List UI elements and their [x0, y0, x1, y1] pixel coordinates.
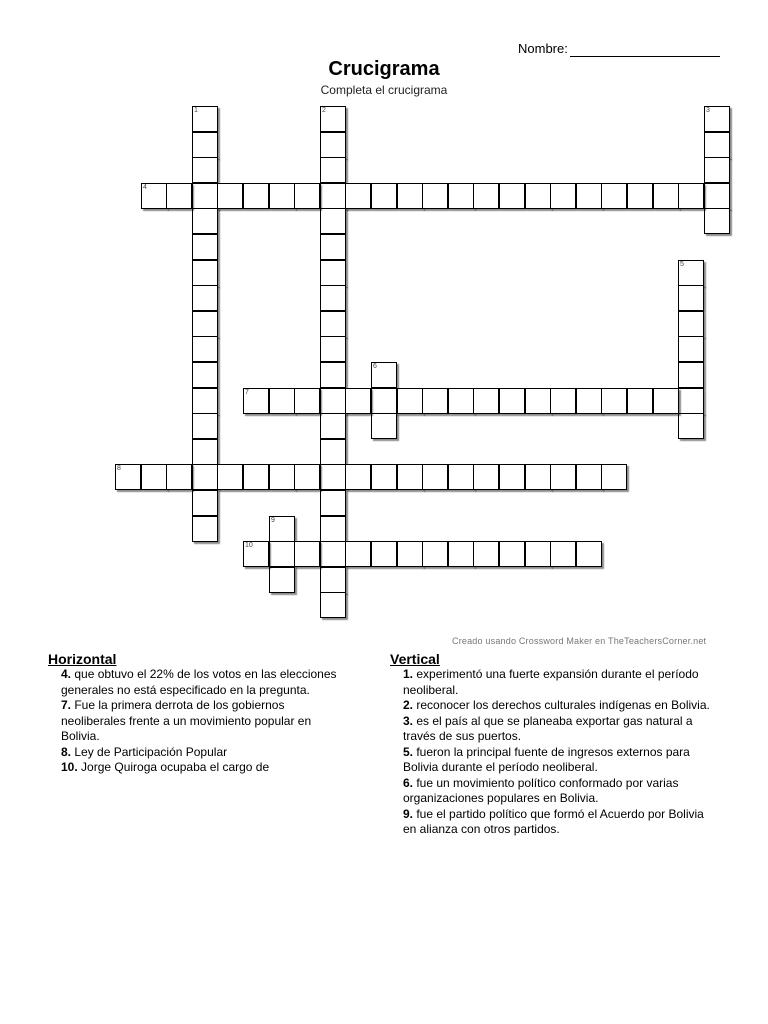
crossword-cell[interactable] — [678, 388, 704, 414]
clue-number: 5 — [680, 261, 684, 268]
crossword-cell[interactable] — [192, 208, 218, 234]
crossword-cell[interactable] — [320, 285, 346, 311]
clue-item-text: que obtuvo el 22% de los votos en las elecciones generales no está especificado en la pregunta. — [61, 667, 337, 697]
clue-item — [61, 760, 348, 776]
crossword-cell[interactable] — [294, 388, 320, 414]
clue-number: 10 — [245, 542, 253, 549]
clue-item-number: 9. — [403, 806, 414, 821]
clue-number: 8 — [117, 465, 121, 472]
clue-item-text: fueron la principal fuente de ingresos externos para Bolivia durante el período neoliberal. — [403, 744, 690, 774]
crossword-cell[interactable] — [269, 516, 295, 542]
crossword-cell[interactable] — [192, 413, 218, 439]
crossword-cell[interactable] — [269, 183, 295, 209]
clue-item-number: 8. — [61, 744, 72, 759]
crossword-cell[interactable] — [320, 567, 346, 593]
crossword-cell[interactable] — [243, 541, 269, 567]
crossword-cell[interactable] — [320, 234, 346, 260]
crossword-cell[interactable] — [320, 541, 346, 567]
clue-number: 2 — [322, 107, 326, 114]
clue-item-number: 6. — [403, 775, 414, 790]
clue-item — [61, 667, 348, 698]
crossword-cell[interactable] — [320, 132, 346, 158]
crossword-cell[interactable] — [320, 516, 346, 542]
crossword-cell[interactable] — [422, 388, 448, 414]
clue-item-number: 3. — [403, 713, 414, 728]
crossword-cell[interactable] — [192, 362, 218, 388]
crossword-cell[interactable] — [345, 541, 371, 567]
crossword-cell[interactable] — [115, 464, 141, 490]
crossword-cell[interactable] — [294, 183, 320, 209]
crossword-cell[interactable] — [499, 541, 525, 567]
crossword-cell[interactable] — [678, 183, 704, 209]
crossword-cell[interactable] — [525, 388, 551, 414]
crossword-cell[interactable] — [678, 362, 704, 388]
crossword-cell[interactable] — [422, 464, 448, 490]
crossword-cell[interactable] — [448, 183, 474, 209]
crossword-cell[interactable] — [269, 464, 295, 490]
crossword-cell[interactable] — [217, 464, 243, 490]
credit-text: Creado usando Crossword Maker en TheTeachersCorner.net — [452, 636, 707, 646]
crossword-cell[interactable] — [653, 388, 679, 414]
crossword-cell[interactable] — [192, 157, 218, 183]
crossword-cell[interactable] — [601, 183, 627, 209]
name-label: Nombre: — [518, 41, 568, 56]
crossword-cell[interactable] — [320, 183, 346, 209]
crossword-cell[interactable] — [601, 464, 627, 490]
crossword-cell[interactable] — [371, 541, 397, 567]
clue-item — [403, 776, 720, 807]
clue-number: 9 — [271, 517, 275, 524]
crossword-cell[interactable] — [243, 183, 269, 209]
clue-item-text: Jorge Quiroga ocupaba el cargo de — [77, 760, 270, 774]
crossword-cell[interactable] — [397, 388, 423, 414]
crossword-cell[interactable] — [371, 413, 397, 439]
crossword-cell[interactable] — [320, 362, 346, 388]
vertical-clue-list — [390, 667, 720, 838]
crossword-cell[interactable] — [192, 260, 218, 286]
crossword-cell[interactable] — [192, 234, 218, 260]
crossword-cell[interactable] — [269, 541, 295, 567]
clue-item — [61, 698, 348, 745]
crossword-cell[interactable] — [243, 388, 269, 414]
clue-item-text: reconocer los derechos culturales indígenas en Bolivia. — [413, 698, 710, 712]
crossword-cell[interactable] — [294, 541, 320, 567]
clue-item — [403, 807, 720, 838]
crossword-cell[interactable] — [294, 464, 320, 490]
crossword-cell[interactable] — [192, 183, 218, 209]
crossword-cell[interactable] — [422, 183, 448, 209]
crossword-cell[interactable] — [371, 362, 397, 388]
page-title: Crucigrama — [328, 58, 440, 80]
clue-item-number: 2. — [403, 698, 414, 712]
clue-item-text: Ley de Participación Popular — [71, 744, 228, 759]
crossword-cell[interactable] — [166, 183, 192, 209]
crossword-cell[interactable] — [473, 464, 499, 490]
crossword-cell[interactable] — [704, 208, 730, 234]
crossword-cell[interactable] — [192, 516, 218, 542]
crossword-cell[interactable] — [422, 541, 448, 567]
crossword-cell[interactable] — [141, 183, 167, 209]
crossword-cell[interactable] — [678, 413, 704, 439]
crossword-cell[interactable] — [653, 183, 679, 209]
clue-item-number: 4. — [61, 667, 72, 681]
crossword-cell[interactable] — [320, 311, 346, 337]
crossword-cell[interactable] — [320, 388, 346, 414]
crossword-cell[interactable] — [320, 336, 346, 362]
crossword-cell[interactable] — [550, 464, 576, 490]
crossword-cell[interactable] — [499, 388, 525, 414]
crossword-cell[interactable] — [704, 106, 730, 132]
horizontal-heading: Horizontal — [48, 651, 117, 667]
crossword-cell[interactable] — [550, 388, 576, 414]
clue-item-number: 5. — [403, 744, 414, 759]
clue-item-text: Fue la primera derrota de los gobiernos neoliberales frente a un movimiento popular en Bolivia. — [61, 698, 312, 743]
crossword-cell[interactable] — [678, 260, 704, 286]
crossword-cell[interactable] — [320, 157, 346, 183]
clue-item — [403, 667, 720, 698]
crossword-cell[interactable] — [601, 388, 627, 414]
crossword-cell[interactable] — [371, 464, 397, 490]
clue-item-text: es el país al que se planeaba exportar gas natural a través de sus puertos. — [403, 713, 693, 743]
crossword-cell[interactable] — [576, 464, 602, 490]
crossword-cell[interactable] — [704, 157, 730, 183]
crossword-cell[interactable] — [320, 439, 346, 465]
crossword-cell[interactable] — [704, 132, 730, 158]
crossword-cell[interactable] — [525, 464, 551, 490]
horizontal-clue-list — [48, 667, 348, 776]
clue-item-number: 7. — [61, 698, 72, 712]
clue-item — [61, 745, 348, 761]
crossword-cell[interactable] — [320, 592, 346, 618]
crossword-cell[interactable] — [473, 541, 499, 567]
crossword-cell[interactable] — [576, 541, 602, 567]
clue-item-text: fue el partido político que formó el Acuerdo por Bolivia en alianza con otros partidos. — [403, 806, 704, 836]
crossword-cell[interactable] — [473, 388, 499, 414]
crossword-cell[interactable] — [320, 464, 346, 490]
clue-item-text: fue un movimiento político conformado por varias organizaciones populares en Bolivia. — [403, 775, 679, 805]
crossword-cell[interactable] — [320, 260, 346, 286]
crossword-cell[interactable] — [550, 541, 576, 567]
crossword-cell[interactable] — [550, 183, 576, 209]
vertical-clues-section — [390, 651, 720, 838]
clue-item — [403, 698, 720, 714]
crossword-cell[interactable] — [704, 183, 730, 209]
crossword-cell[interactable] — [269, 388, 295, 414]
clue-number: 6 — [373, 363, 377, 370]
crossword-cell[interactable] — [320, 490, 346, 516]
crossword-cell[interactable] — [448, 388, 474, 414]
clue-number: 3 — [706, 107, 710, 114]
crossword-cell[interactable] — [678, 311, 704, 337]
crossword-cell[interactable] — [397, 464, 423, 490]
crossword-cell[interactable] — [192, 336, 218, 362]
crossword-cell[interactable] — [525, 183, 551, 209]
clue-item — [403, 714, 720, 745]
crossword-cell[interactable] — [320, 208, 346, 234]
crossword-cell[interactable] — [345, 464, 371, 490]
horizontal-clues-section — [48, 651, 348, 776]
crossword-cell[interactable] — [678, 285, 704, 311]
vertical-heading: Vertical — [390, 651, 440, 667]
crossword-cell[interactable] — [192, 464, 218, 490]
crossword-cell[interactable] — [269, 567, 295, 593]
crossword-cell[interactable] — [397, 541, 423, 567]
crossword-cell[interactable] — [320, 106, 346, 132]
crossword-cell[interactable] — [192, 388, 218, 414]
crossword-cell[interactable] — [576, 388, 602, 414]
clue-item-number: 1. — [403, 667, 414, 681]
crossword-cell[interactable] — [217, 183, 243, 209]
crossword-cell[interactable] — [499, 464, 525, 490]
crossword-cell[interactable] — [627, 388, 653, 414]
crossword-cell[interactable] — [371, 388, 397, 414]
crossword-cell[interactable] — [499, 183, 525, 209]
clue-item-number: 10. — [61, 760, 78, 774]
crossword-cell[interactable] — [243, 464, 269, 490]
crossword-cell[interactable] — [192, 285, 218, 311]
crossword-cell[interactable] — [371, 183, 397, 209]
crossword-cell[interactable] — [473, 183, 499, 209]
crossword-cell[interactable] — [627, 183, 653, 209]
crossword-cell[interactable] — [448, 541, 474, 567]
crossword-cell[interactable] — [166, 464, 192, 490]
crossword-cell[interactable] — [525, 541, 551, 567]
clue-number: 4 — [143, 184, 147, 191]
crossword-cell[interactable] — [397, 183, 423, 209]
clue-number: 7 — [245, 389, 249, 396]
crossword-cell[interactable] — [345, 388, 371, 414]
crossword-cell[interactable] — [448, 464, 474, 490]
crossword-cell[interactable] — [345, 183, 371, 209]
crossword-cell[interactable] — [192, 311, 218, 337]
crossword-cell[interactable] — [192, 439, 218, 465]
crossword-cell[interactable] — [192, 106, 218, 132]
crossword-cell[interactable] — [576, 183, 602, 209]
page-subtitle: Completa el crucigrama — [320, 83, 448, 97]
clue-item — [403, 745, 720, 776]
crossword-cell[interactable] — [141, 464, 167, 490]
crossword-cell[interactable] — [320, 413, 346, 439]
crossword-cell[interactable] — [192, 490, 218, 516]
clue-item-text: experimentó una fuerte expansión durante el período neoliberal. — [403, 667, 699, 697]
crossword-cell[interactable] — [192, 132, 218, 158]
crossword-cell[interactable] — [678, 336, 704, 362]
clue-number: 1 — [194, 107, 198, 114]
